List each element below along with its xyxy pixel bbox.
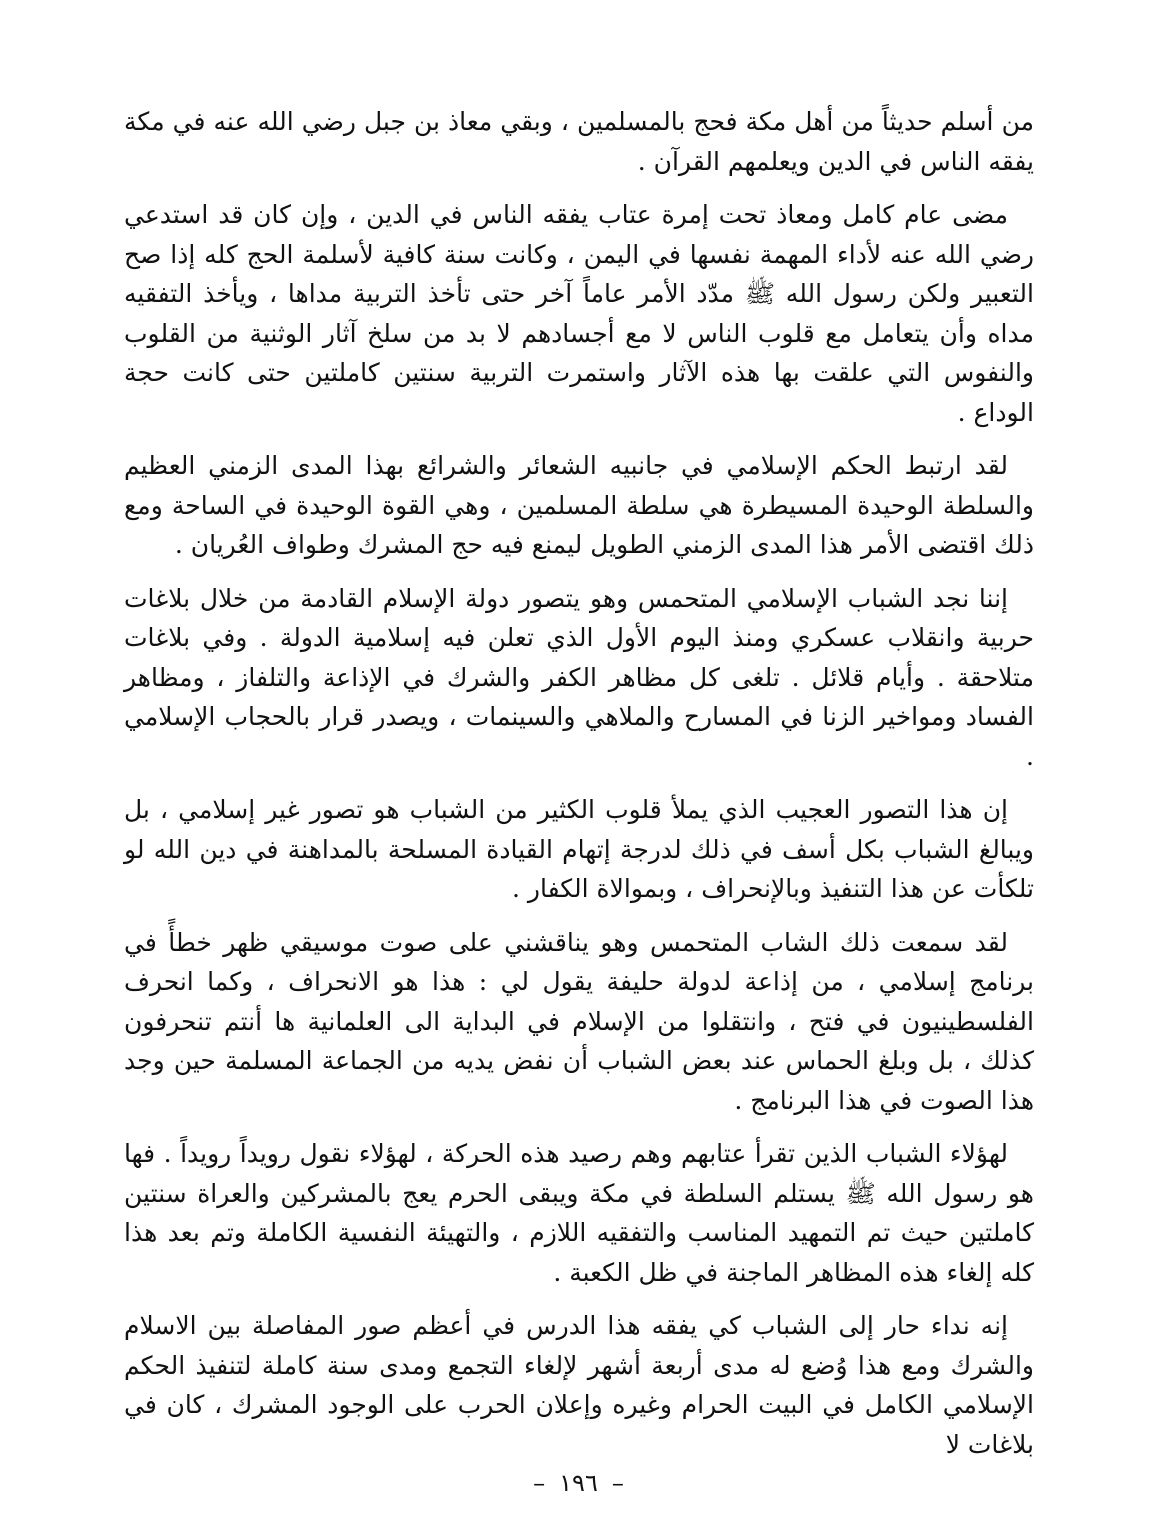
paragraph-5: إن هذا التصور العجيب الذي يملأ قلوب الكثير من الشباب هو تصور غير إسلامي ، بل ويبالغ الشباب بكل أسف في ذلك لدرجة إتهام القيادة المسلحة بالمداهنة في دين الله لو تلكأت عن هذا التنفيذ وبالإنحراف ، وبموالاة الكفار . xyxy=(124,795,1034,903)
page-number-dash-right: – xyxy=(611,1469,624,1497)
paragraph-8: إنه نداء حار إلى الشباب كي يفقه هذا الدرس في أعظم صور المفاصلة بين الاسلام والشرك ومع هذا وُضع له مدى أربعة أشهر لإلغاء التجمع ومدى سنة كاملة لتنفيذ الحكم الإسلامي الكامل في البيت الحرام وغيره وإعلان الحرب على الوجود المشرك ، كان في بلاغات لا xyxy=(124,1311,1034,1459)
paragraph-3: لقد ارتبط الحكم الإسلامي في جانبيه الشعائر والشرائع بهذا المدى الزمني العظيم والسلطة الوحيدة المسيطرة هي سلطة المسلمين ، وهي القوة الوحيدة في الساحة ومع ذلك اقتضى الأمر هذا المدى الزمني الطويل ليمنع فيه حج المشرك وطواف العُريان . xyxy=(124,451,1034,559)
page-number-dash-left: – xyxy=(533,1469,546,1497)
paragraph-6: لقد سمعت ذلك الشاب المتحمس وهو يناقشني على صوت موسيقي ظهر خطأً في برنامج إسلامي ، من إذاعة لدولة حليفة يقول لي : هذا هو الانحراف ، وكما انحرف الفلسطينيون في فتح ، وانتقلوا من الإسلام في البداية الى العلمانية ها أنتم تنحرفون كذلك ، بل وبلغ الحماس عند بعض الشباب أن نفض يديه من الجماعة المسلمة حين وجد هذا الصوت في هذا البرنامج . xyxy=(124,927,1034,1115)
paragraph-2: مضى عام كامل ومعاذ تحت إمرة عتاب يفقه الناس في الدين ، وإن كان قد استدعي رضي الله عنه لأداء المهمة نفسها في اليمن ، وكانت سنة كافية لأسلمة الحج كله إذا صح التعبير ولكن رسول الله ﷺ مدّد الأمر عاماً آخر حتى تأخذ التربية مداها ، ويأخذ التفقيه مداه وأن يتعامل مع قلوب الناس لا مع أجسادهم لا بد من سلخ آثار الوثنية من القلوب والنفوس التي علقت بها هذه الآثار واستمرت التربية سنتين كاملتين حتى كانت حجة الوداع . xyxy=(124,200,1034,427)
paragraph-1: من أسلم حديثاً من أهل مكة فحج بالمسلمين ، وبقي معاذ بن جبل رضي الله عنه في مكة يفقه الناس في الدين ويعلمهم القرآن . xyxy=(124,107,1034,176)
body-text xyxy=(124,102,1034,1478)
page-number: ١٩٦ xyxy=(559,1469,598,1497)
page-number-footer xyxy=(0,1468,1157,1498)
paragraph-4: إننا نجد الشباب الإسلامي المتحمس وهو يتصور دولة الإسلام القادمة من خلال بلاغات حربية وانقلاب عسكري ومنذ اليوم الأول الذي تعلن فيه إسلامية الدولة . وفي بلاغات متلاحقة . وأيام قلائل . تلغى كل مظاهر الكفر والشرك في الإذاعة والتلفاز ، ومظاهر الفساد ومواخير الزنا في المسارح والملاهي والسينمات ، ويصدر قرار بالحجاب الإسلامي . xyxy=(124,583,1034,771)
paragraph-7: لهؤلاء الشباب الذين تقرأ عتابهم وهم رصيد هذه الحركة ، لهؤلاء نقول رويداً رويداً . فها هو رسول الله ﷺ يستلم السلطة في مكة ويبقى الحرم يعج بالمشركين والعراة سنتين كاملتين حيث تم التمهيد المناسب والتفقيه اللازم ، والتهيئة النفسية الكاملة وتم بعد هذا كله إلغاء هذه المظاهر الماجنة في ظل الكعبة . xyxy=(124,1139,1034,1287)
